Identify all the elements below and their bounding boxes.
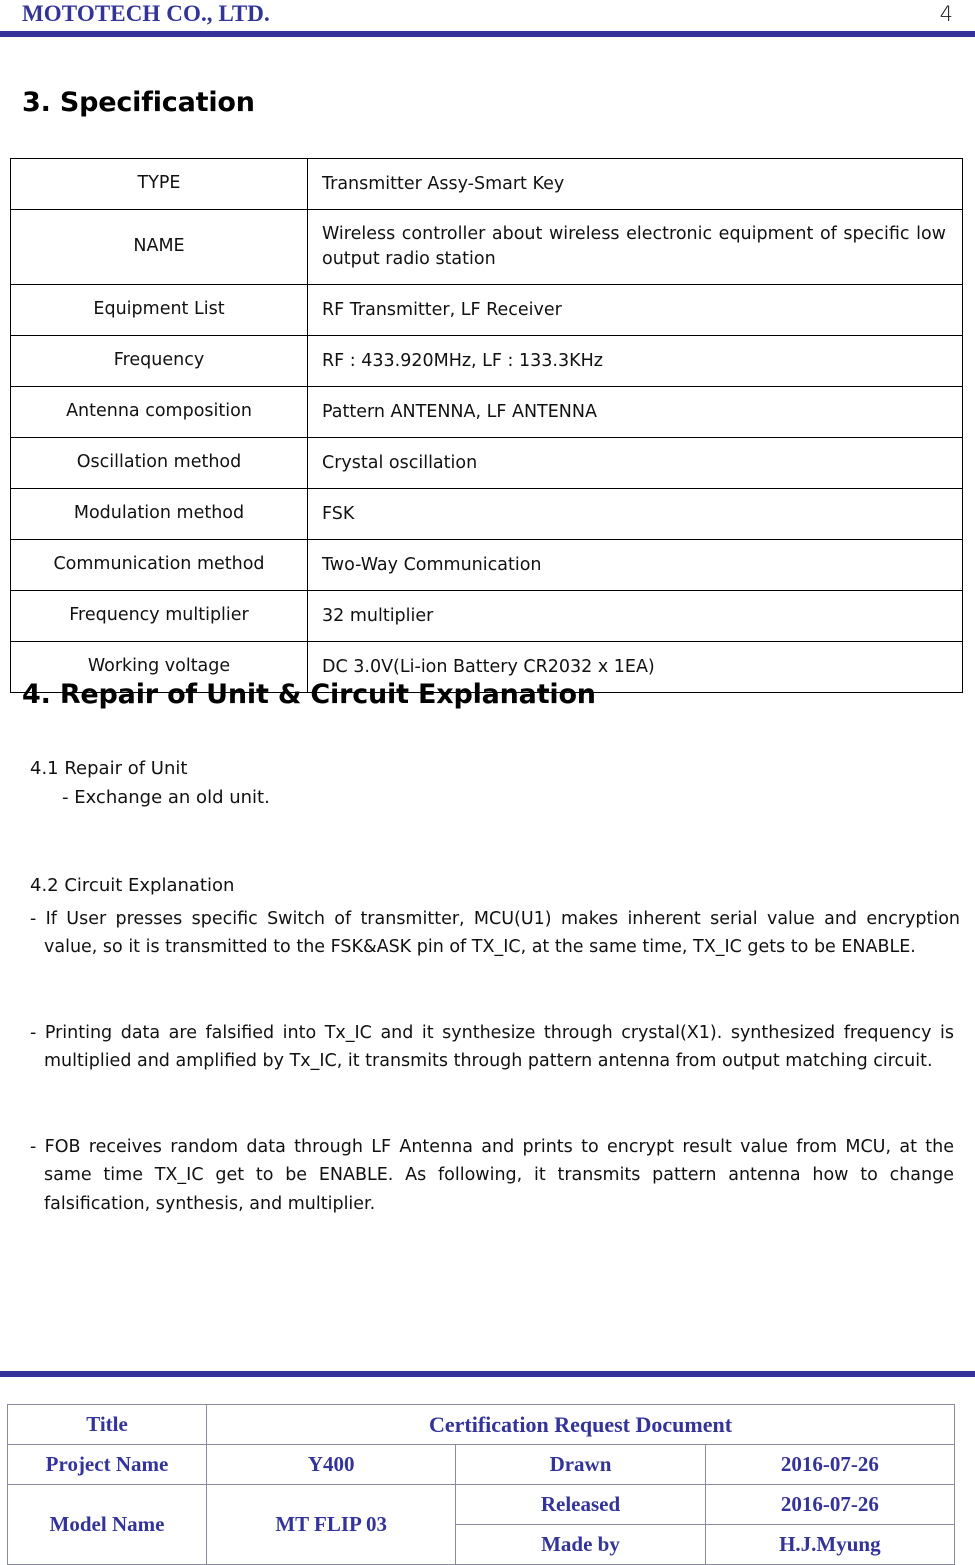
table-row: [11, 387, 963, 438]
subsection-item-4-1: - Exchange an old unit.: [62, 787, 270, 808]
spec-label-name: NAME: [11, 210, 308, 285]
table-row: [11, 591, 963, 642]
subsection-heading-4-1: 4.1 Repair of Unit: [30, 758, 188, 779]
document-control-table-body: [8, 1405, 955, 1565]
spec-value-oscillation-method: Crystal oscillation: [308, 438, 963, 489]
spec-label-antenna-composition: Antenna composition: [11, 387, 308, 438]
footer-value-drawn: 2016-07-26: [705, 1445, 954, 1485]
subsection-heading-4-2: 4.2 Circuit Explanation: [30, 875, 235, 896]
company-name: MOTOTECH CO., LTD.: [22, 1, 270, 26]
document-control-table: [7, 1404, 955, 1565]
spec-value-type: Transmitter Assy-Smart Key: [308, 159, 963, 210]
spec-label-type: TYPE: [11, 159, 308, 210]
spec-label-communication-method: Communication method: [11, 540, 308, 591]
specification-table-body: [11, 159, 963, 693]
table-row: [11, 210, 963, 285]
footer-divider-rule: [0, 1371, 975, 1377]
circuit-explanation-paragraph-3: - FOB receives random data through LF Antenna and prints to encrypt result value from MCU, at the same time TX_IC get to be ENABLE. As following, it transmits pattern antenna how to change falsification, synthesis, and multiplier.: [30, 1137, 954, 1214]
footer-value-released: 2016-07-26: [705, 1485, 954, 1525]
header-divider-rule: [0, 31, 975, 37]
page-header: [0, 0, 975, 38]
table-row: [11, 489, 963, 540]
spec-label-modulation-method: Modulation method: [11, 489, 308, 540]
spec-value-communication-method: Two-Way Communication: [308, 540, 963, 591]
footer-label-made-by: Made by: [456, 1525, 705, 1565]
spec-label-frequency: Frequency: [11, 336, 308, 387]
table-row: [8, 1485, 955, 1525]
spec-value-modulation-method: FSK: [308, 489, 963, 540]
table-row: [8, 1445, 955, 1485]
footer-label-project-name: Project Name: [8, 1445, 207, 1485]
section-heading-repair: 4. Repair of Unit & Circuit Explanation: [22, 679, 596, 710]
spec-label-oscillation-method: Oscillation method: [11, 438, 308, 489]
spec-label-working-voltage: Working voltage: [11, 642, 308, 693]
spec-value-name: Wireless controller about wireless electronic equipment of specific low output radio station: [308, 210, 963, 285]
footer-value-made-by: H.J.Myung: [705, 1525, 954, 1565]
spec-value-frequency-multiplier: 32 multiplier: [308, 591, 963, 642]
footer-label-drawn: Drawn: [456, 1445, 705, 1485]
page-title: 3. Specification: [22, 87, 255, 118]
spec-value-antenna-composition: Pattern ANTENNA, LF ANTENNA: [308, 387, 963, 438]
circuit-explanation-paragraph-2: - Printing data are falsified into Tx_IC and it synthesize through crystal(X1). synthesized frequency is multiplied and amplified by Tx_IC, it transmits through pattern antenna from output matching circuit.: [30, 1023, 954, 1072]
circuit-explanation-paragraph-1: - If User presses specific Switch of transmitter, MCU(U1) makes inherent serial value and encryption value, so it is transmitted to the FSK&ASK pin of TX_IC, at the same time, TX_IC gets to be ENABLE.: [30, 909, 960, 958]
specification-table: [10, 158, 963, 693]
spec-value-working-voltage: DC 3.0V(Li-ion Battery CR2032 x 1EA): [308, 642, 963, 693]
footer-label-model-name: Model Name: [8, 1485, 207, 1565]
spec-label-frequency-multiplier: Frequency multiplier: [11, 591, 308, 642]
footer-label-released: Released: [456, 1485, 705, 1525]
footer-value-title: Certification Request Document: [207, 1405, 955, 1445]
table-row: [11, 285, 963, 336]
footer-value-model-name: MT FLIP 03: [207, 1485, 456, 1565]
spec-value-frequency: RF : 433.920MHz, LF : 133.3KHz: [308, 336, 963, 387]
spec-value-equipment-list: RF Transmitter, LF Receiver: [308, 285, 963, 336]
footer-value-project-name: Y400: [207, 1445, 456, 1485]
table-row: [11, 336, 963, 387]
table-row: [11, 159, 963, 210]
spec-label-equipment-list: Equipment List: [11, 285, 308, 336]
page-number: 4: [939, 2, 953, 26]
table-row: [11, 540, 963, 591]
table-row: [11, 438, 963, 489]
table-row: [8, 1405, 955, 1445]
footer-label-title: Title: [8, 1405, 207, 1445]
